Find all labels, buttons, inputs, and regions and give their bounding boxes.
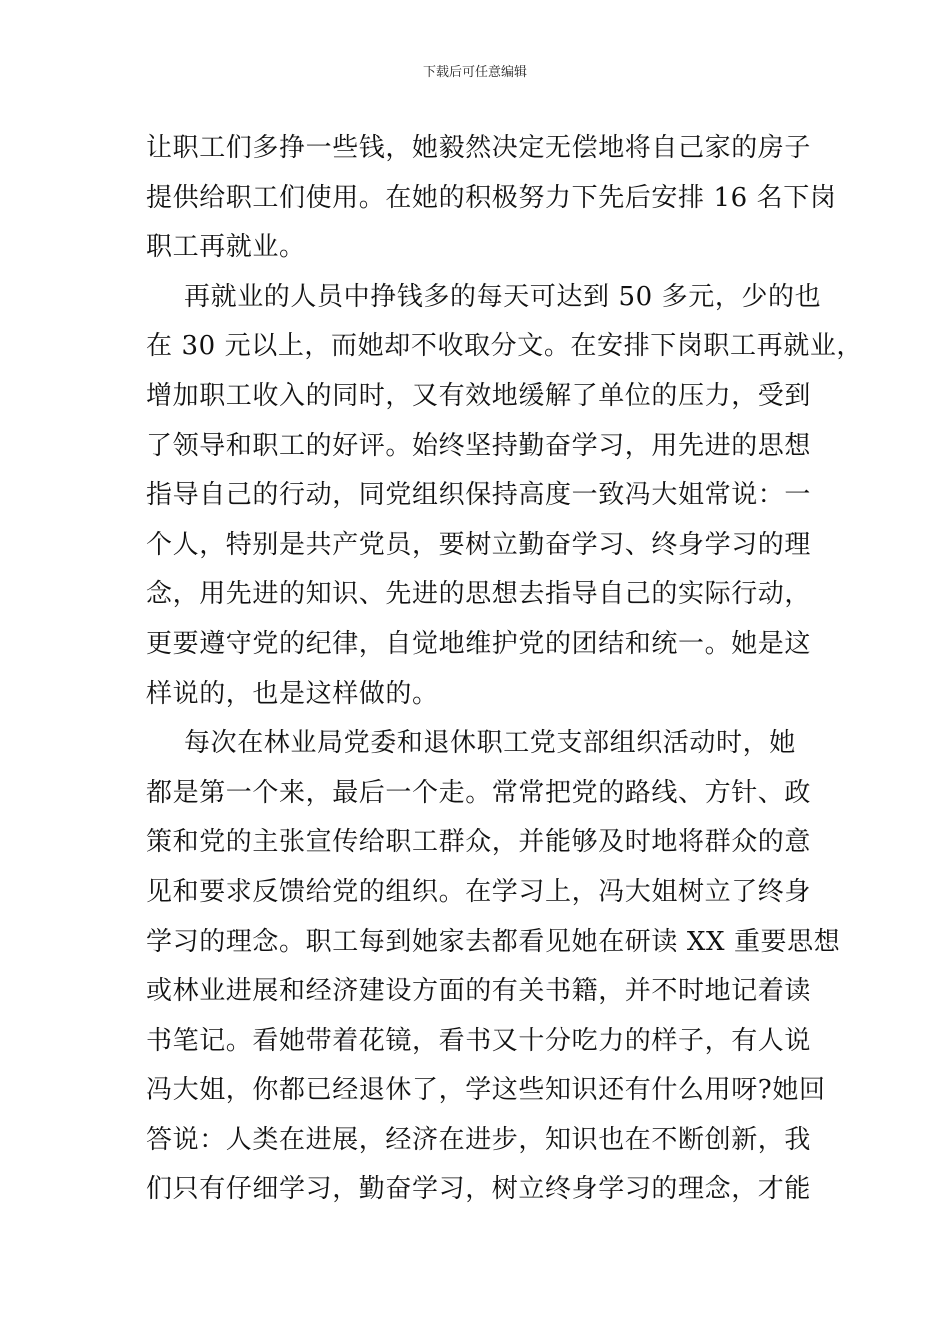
text-line: 念，用先进的知识、先进的思想去指导自己的实际行动， — [146, 579, 812, 610]
text-line: 都是第一个来，最后一个走。常常把党的路线、方针、政 — [146, 777, 812, 808]
text-line: 学习的理念。职工每到她家去都看见她在研读 XX 重要思想 — [146, 926, 841, 957]
text-line: 策和党的主张宣传给职工群众，并能够及时地将群众的意 — [146, 827, 812, 858]
text-line: 样说的，也是这样做的。 — [146, 678, 439, 709]
page-header: 下载后可任意编辑 — [422, 65, 527, 80]
text-line: 提供给职工们使用。在她的积极努力下先后安排 16 名下岗 — [146, 182, 837, 213]
text-line: 见和要求反馈给党的组织。在学习上，冯大姐树立了终身 — [146, 876, 812, 907]
text-line: 职工再就业。 — [146, 232, 306, 263]
text-line: 们只有仔细学习，勤奋学习，树立终身学习的理念，才能 — [146, 1174, 812, 1205]
text-line: 增加职工收入的同时，又有效地缓解了单位的压力，受到 — [146, 380, 812, 411]
text-line: 冯大姐，你都已经退休了，学这些知识还有什么用呀?她回 — [146, 1075, 826, 1106]
text-line: 或林业进展和经济建设方面的有关书籍，并不时地记着读 — [146, 976, 812, 1007]
text-line: 书笔记。看她带着花镜，看书又十分吃力的样子，有人说 — [146, 1025, 812, 1056]
text-line: 在 30 元以上，而她却不收取分文。在安排下岗职工再就业， — [146, 331, 864, 362]
text-line: 更要遵守党的纪律，自觉地维护党的团结和统一。她是这 — [146, 628, 812, 659]
paragraph-first-line: 每次在林业局党委和退休职工党支部组织活动时，她 — [184, 728, 796, 759]
text-line: 指导自己的行动，同党组织保持高度一致冯大姐常说：一 — [146, 480, 812, 511]
text-line: 让职工们多挣一些钱，她毅然决定无偿地将自己家的房子 — [146, 133, 812, 163]
document-body — [146, 124, 864, 1215]
text-line: 个人，特别是共产党员，要树立勤奋学习、终身学习的理 — [146, 529, 812, 560]
paragraph-first-line: 再就业的人员中挣钱多的每天可达到 50 多元，少的也 — [184, 281, 822, 312]
text-line: 答说：人类在进展，经济在进步，知识也在不断创新，我 — [146, 1124, 812, 1155]
text-line: 了领导和职工的好评。始终坚持勤奋学习，用先进的思想 — [146, 430, 812, 461]
